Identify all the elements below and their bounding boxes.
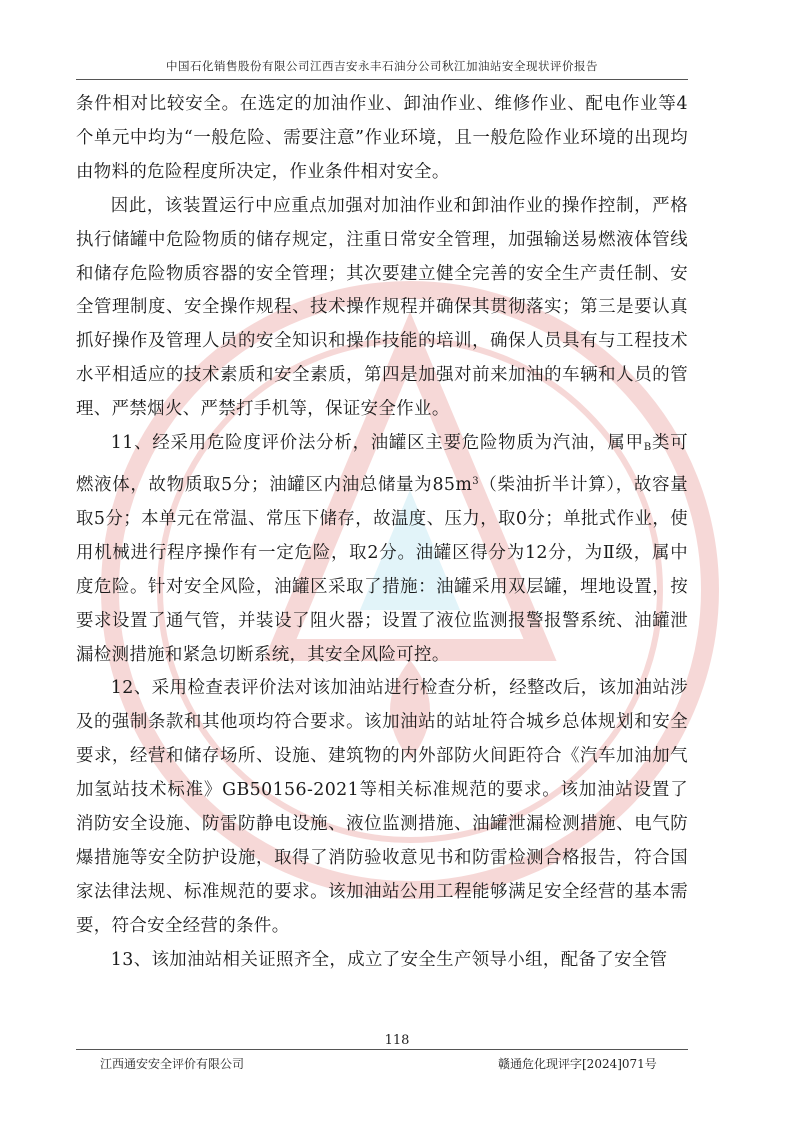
page-number: 118 xyxy=(384,1033,410,1048)
header-rule xyxy=(76,79,688,80)
paragraph-3-part-3: （柴油折半计算），故容量取5分；本单元在常温、常压下储存，故温度、压力，取0分；单批式作业，使用机械进行程序操作有一定危险，取2分。油罐区得分为12分，为Ⅱ级，属中度危险。针对安全风险，油罐区采取了措施：油罐采用双层罐，埋地设置，按要求设置了通气管，并装设了阻火器；设置了液位监测报警报警系统、油罐泄漏检测措施和紧急切断系统，其安全风险可控。 xyxy=(76,474,688,665)
paragraph-3-part-1: 11、经采用危险度评价法分析，油罐区主要危险物质为汽油，属甲 xyxy=(110,433,644,454)
paragraph-1: 条件相对比较安全。在选定的加油作业、卸油作业、维修作业、配电作业等4个单元中均为“一般危险、需要注意”作业环境，且一般危险作业环境的出现均由物料的危险程度所决定，作业条件相对安全。 xyxy=(76,94,688,182)
body-text xyxy=(76,88,688,978)
paragraph-3-part-2: 类可燃液体，故物质取5分；油罐区内油总储量为85m xyxy=(76,433,688,495)
subscript-b: B xyxy=(643,442,652,454)
superscript-3: 3 xyxy=(472,475,480,487)
page-header: 中国石化销售股份有限公司江西吉安永丰石油分公司秋江加油站安全现状评价报告 xyxy=(166,59,598,73)
footer-doc-number: 赣通危化现评字[2024]071号 xyxy=(498,1057,657,1071)
footer-company: 江西通安安全评价有限公司 xyxy=(100,1057,245,1071)
paragraph-3 xyxy=(76,427,688,672)
footer-rule xyxy=(76,1049,688,1050)
paragraph-4: 12、采用检查表评价法对该加油站进行检查分析，经整改后，该加油站涉及的强制条款和其他项均符合要求。该加油站的站址符合城乡总体规划和安全要求，经营和储存场所、设施、建筑物的内外部防火间距符合《汽车加油加气加氢站技术标准》GB50156-2021等相关标准规范的要求。该加油站设置了消防安全设施、防雷防静电设施、液位监测措施、油罐泄漏检测措施、电气防爆措施等安全防护设施，取得了消防验收意见书和防雷检测合格报告，符合国家法律法规、标准规范的要求。该加油站公用工程能够满足安全经营的基本需要，符合安全经营的条件。 xyxy=(76,678,688,936)
paragraph-5: 13、该加油站相关证照齐全，成立了安全生产领导小组，配备了安全管 xyxy=(110,949,668,970)
paragraph-2: 因此，该装置运行中应重点加强对加油作业和卸油作业的操作控制，严格执行储罐中危险物质的储存规定，注重日常安全管理，加强输送易燃液体管线和储存危险物质容器的安全管理；其次要建立健全完善的安全生产责任制、安全管理制度、安全操作规程、技术操作规程并确保其贯彻落实；第三是要认真抓好操作及管理人员的安全知识和操作技能的培训，确保人员具有与工程技术水平相适应的技术素质和安全素质，第四是加强对前来加油的车辆和人员的管理、严禁烟火、严禁打手机等，保证安全作业。 xyxy=(76,195,688,420)
